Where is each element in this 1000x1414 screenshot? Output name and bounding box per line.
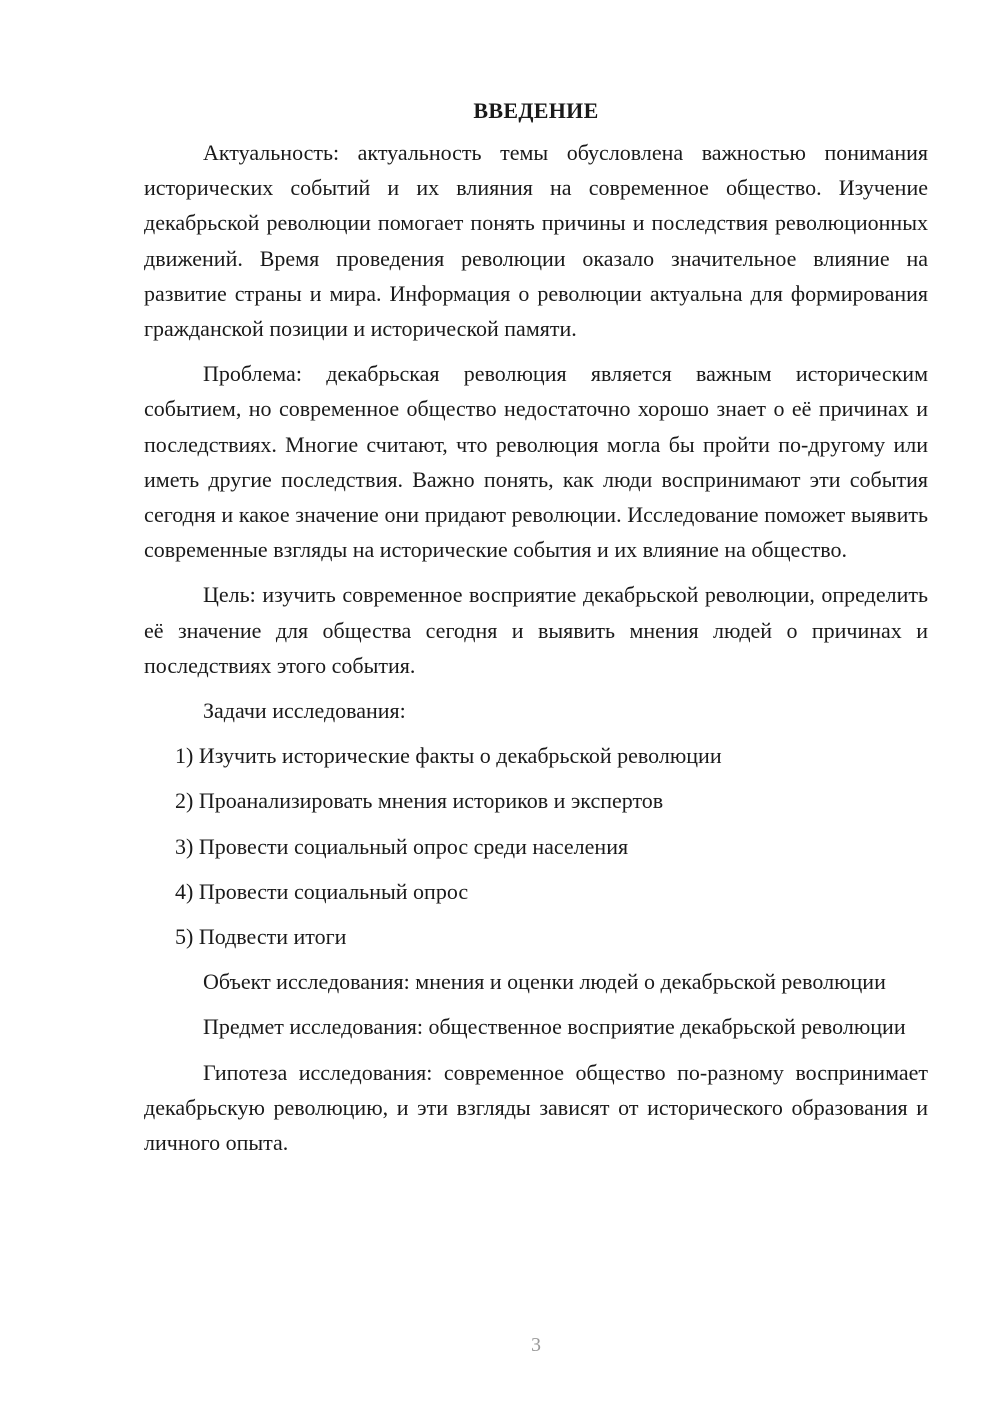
problem-paragraph: Проблема: декабрьская революция является важным историческим событием, но современное общество недостаточно хорошо знает о её причинах и последствиях. Многие считают, что революция могла бы пройти по-другому или иметь другие последствия. Важно понять, как люди воспринимают эти события сегодня и какое значение они придают революции. Исследование поможет выявить современные взгляды на исторические события и их влияние на общество. [144,361,928,563]
object-paragraph: Объект исследования: мнения и оценки людей о декабрьской революции [203,969,886,995]
hypothesis-paragraph: Гипотеза исследования: современное общество по-разному воспринимает декабрьскую революцию, и эти взгляды зависят от исторического образования и личного опыта. [144,1059,928,1156]
task-item: 1) Изучить исторические факты о декабрьской революции [175,743,722,769]
page-number: 3 [531,1334,541,1356]
task-item: 3) Провести социальный опрос среди населения [175,833,629,859]
page-content [144,93,928,1170]
task-item: 2) Проанализировать мнения историков и экспертов [175,788,664,814]
subject-paragraph: Предмет исследования: общественное восприятие декабрьской революции [203,1014,906,1040]
page-heading: ВВЕДЕНИЕ [473,98,599,123]
goal-paragraph: Цель: изучить современное восприятие декабрьской революции, определить её значение для общества сегодня и выявить мнения людей о причинах и последствиях этого события. [144,582,928,678]
tasks-heading: Задачи исследования: [203,698,406,724]
task-item: 4) Провести социальный опрос [175,878,469,904]
tasks-list [144,738,928,954]
relevance-paragraph: Актуальность: актуальность темы обусловлена важностью понимания исторических событий и их влияния на современное общество. Изучение декабрьской революции помогает понять причины и последствия революционных движений. Время проведения революции оказало значительное влияние на развитие страны и мира. Информация о революции актуальна для формирования гражданской позиции и исторической памяти. [144,140,928,342]
task-item: 5) Подвести итоги [175,924,347,950]
